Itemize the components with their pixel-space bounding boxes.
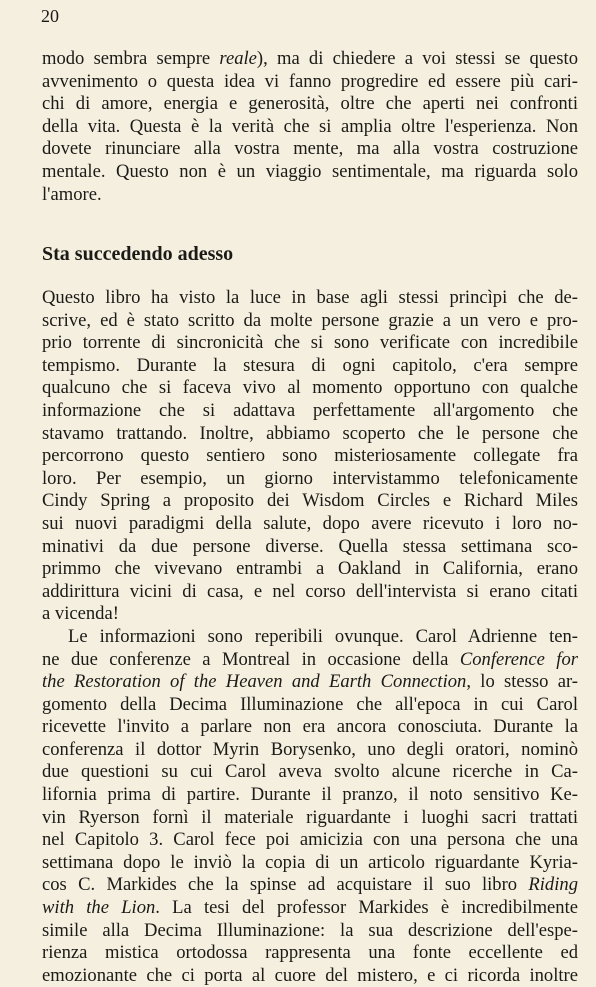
text-segment: lifornia prima di partire. Durante il pranzo, il noto sensitivo Ke-: [42, 784, 578, 806]
text-segment: Questo libro ha visto la luce in base agli stessi princìpi che de-: [42, 287, 578, 308]
text-segment: loro. Per esempio, un giorno intervistammo telefonicamente: [42, 467, 578, 489]
text-segment: scrive, ed è stato scritto da molte persone grazie a un vero e pro-: [42, 309, 578, 331]
text-line: [42, 784, 578, 807]
body-text: [42, 287, 578, 987]
text-segment: ne due conferenze a Montreal in occasione della: [42, 648, 460, 670]
text-line: [42, 287, 578, 310]
text-segment: mentale. Questo non è un viaggio sentimentale, ma riguarda solo: [42, 160, 578, 182]
text-segment: chi di amore, energia e generosità, oltre che aperti nei confronti: [42, 93, 578, 115]
italic-title: the Restoration of the Heaven and Earth Connection: [42, 671, 467, 693]
text-segment: modo sembra sempre: [42, 48, 220, 69]
text-line: [42, 536, 578, 559]
text-segment: della vita. Questa è la verità che si amplia oltre l'esperienza. Non: [42, 115, 578, 137]
text-line: [42, 649, 578, 672]
text-line: [42, 761, 578, 784]
text-line: [42, 581, 578, 604]
text-line: [42, 161, 578, 184]
text-line: [42, 445, 578, 468]
text-line: [42, 184, 578, 207]
text-line: [42, 558, 578, 581]
text-line: [42, 739, 578, 762]
text-segment: addirittura vicini di casa, e nel corso dell'intervista si erano citati: [42, 580, 578, 602]
text-line: [42, 897, 578, 920]
text-line: [42, 874, 578, 897]
text-line: [42, 138, 578, 161]
italic-title: with the Lion: [42, 897, 156, 919]
text-line: [42, 965, 578, 987]
text-segment: nel Capitolo 3. Carol fece poi amicizia con una persona che una: [42, 829, 578, 851]
page-number: 20: [41, 6, 59, 26]
text-segment: l'amore.: [42, 183, 102, 205]
text-line: [42, 490, 578, 513]
text-segment: gomento della Decima Illuminazione che all'epoca in cui Carol: [42, 693, 578, 715]
text-line: [42, 116, 578, 139]
text-segment: informazione che si adattava perfettamente all'argomento che: [42, 399, 578, 421]
text-line: [42, 93, 578, 116]
text-segment: cos C. Markides che la spinse ad acquistare il suo libro: [42, 874, 529, 896]
text-segment: tempismo. Durante la stesura di ogni capitolo, c'era sempre: [42, 354, 578, 376]
text-segment: dovete rinunciare alla vostra mente, ma alla vostra costruzione: [42, 138, 578, 160]
text-segment: ), ma di chiedere a voi stessi se questo: [256, 48, 578, 69]
text-line: [42, 423, 578, 446]
text-line: [42, 400, 578, 423]
text-line: [42, 603, 578, 626]
text-segment: sui nuovi paradigmi della salute, dopo avere ricevuto i loro no-: [42, 512, 578, 534]
text-line: [42, 626, 578, 649]
text-segment: stavamo trattando. Inoltre, abbiamo scoperto che le persone che: [42, 422, 578, 444]
text-line: [42, 468, 578, 491]
text-segment: emozionante che ci porta al cuore del mistero, e ci ricorda inoltre: [42, 964, 578, 986]
text-line: [42, 377, 578, 400]
text-line: [42, 920, 578, 943]
text-segment: Le informazioni sono reperibili ovunque. Carol Adrienne ten-: [68, 625, 578, 647]
text-line: [42, 310, 578, 333]
text-line: [42, 513, 578, 536]
text-segment: simile alla Decima Illuminazione: la sua descrizione dell'espe-: [42, 919, 578, 941]
text-segment: primmo che vivevano entrambi a Oakland in California, erano: [42, 558, 578, 580]
intro-paragraph: [42, 48, 578, 206]
text-segment: , lo stesso ar-: [466, 671, 578, 693]
text-line: [42, 355, 578, 378]
italic-title: Riding: [528, 874, 578, 896]
text-segment: minativi da due persone diverse. Quella stessa settimana sco-: [42, 535, 578, 557]
italic-title: Conference for: [459, 648, 578, 670]
text-segment: ricevette l'invito a parlare non era ancora conosciuta. Durante la: [42, 716, 578, 738]
text-line: [42, 694, 578, 717]
italic-title: reale: [219, 48, 257, 69]
text-segment: prio torrente di sincronicità che si sono verificate con incredibile: [42, 332, 578, 354]
section-heading: Sta succedendo adesso: [42, 243, 234, 265]
text-segment: qualcuno che si faceva vivo al momento opportuno con qualche: [42, 377, 578, 399]
text-line: [42, 852, 578, 875]
text-segment: percorrono questo sentiero sono misteriosamente collegate fra: [42, 445, 578, 467]
text-line: [42, 829, 578, 852]
text-segment: a vicenda!: [42, 603, 119, 625]
text-line: [42, 48, 578, 71]
text-line: [42, 716, 578, 739]
text-line: [42, 671, 578, 694]
text-line: [42, 332, 578, 355]
text-segment: conferenza il dottor Myrin Borysenko, uno degli oratori, nominò: [42, 738, 578, 760]
text-segment: avvenimento o questa idea vi fanno progredire ed essere più cari-: [42, 70, 578, 92]
text-segment: due questioni su cui Carol aveva svolto alcune ricerche in Ca-: [42, 761, 578, 783]
text-line: [42, 807, 578, 830]
text-segment: rienza mistica ortodossa rappresenta una fonte eccellente ed: [42, 942, 578, 964]
text-line: [42, 71, 578, 94]
text-segment: settimana dopo le inviò la copia di un articolo riguardante Kyria-: [42, 851, 578, 873]
text-segment: vin Ryerson fornì il materiale riguardante i luoghi sacri trattati: [42, 806, 578, 828]
text-segment: . La tesi del professor Markides è incredibilmente: [155, 897, 578, 919]
text-segment: Cindy Spring a proposito dei Wisdom Circles e Richard Miles: [42, 490, 578, 512]
